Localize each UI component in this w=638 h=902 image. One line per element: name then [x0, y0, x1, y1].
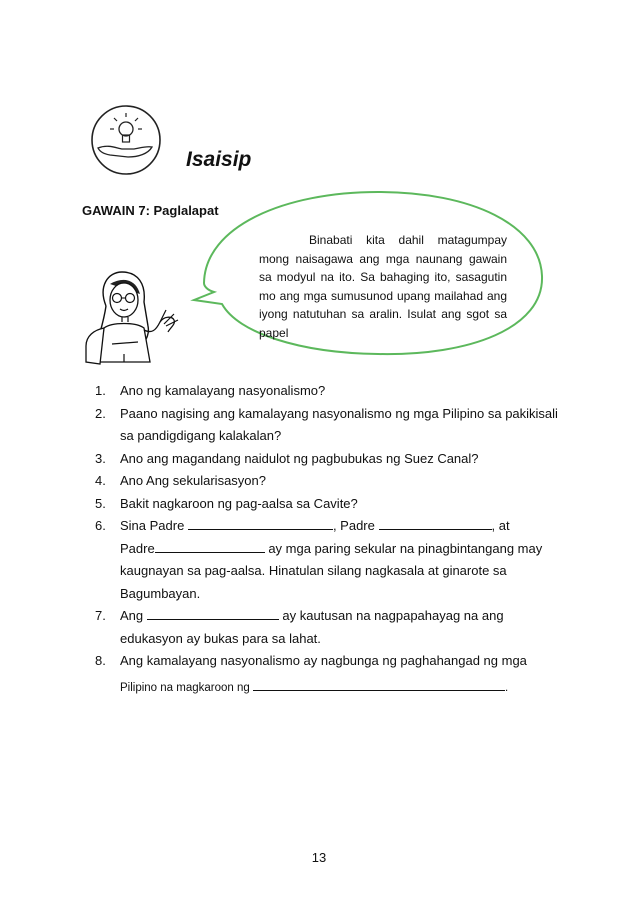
- section-title: Isaisip: [186, 148, 252, 171]
- question-5: 5. Bakit nagkaroon ng pag-aalsa sa Cavite?: [95, 495, 358, 511]
- answer-blank[interactable]: [188, 517, 333, 530]
- question-4: 4. Ano Ang sekularisasyon?: [95, 473, 266, 488]
- teacher-illustration: [84, 266, 184, 374]
- question-7: 7. Ang ay kautusan na nagpapahayag na ang edukasyon ay bukas para sa lahat.: [95, 608, 504, 646]
- bubble-text: Binabati kita dahil matagumpay mong naisagawa ang mga naunang gawain sa modyul na ito. Sa bahaging ito, sasagutin mo ang mga sumusunod upang mailahad ang iyong natutuhan sa aralin. Isulat ang sgot sa papel: [259, 233, 507, 340]
- answer-blank[interactable]: [147, 607, 279, 620]
- question-3: 3. Ano ang magandang naidulot ng pagbubukas ng Suez Canal?: [95, 450, 479, 466]
- page-number: 13: [311, 850, 327, 865]
- question-8: 8. Ang kamalayang nasyonalismo ay nagbunga ng paghahangad ng mga Pilipino na magkaroon ng .: [95, 653, 527, 694]
- question-1: 1. Ano ng kamalayang nasyonalismo?: [95, 383, 326, 398]
- question-list: [95, 380, 575, 699]
- question-2: 2. Paano nagising ang kamalayang nasyonalismo ng mga Pilipino sa pakikisali sa pandigdigang kalakalan?: [95, 405, 558, 443]
- answer-blank[interactable]: [155, 540, 265, 553]
- answer-blank[interactable]: [253, 678, 505, 691]
- activity-title: GAWAIN 7: Paglalapat: [82, 203, 219, 218]
- question-6: 6. Sina Padre , Padre , at Padre ay mga paring sekular na pinagbintangang may kaugnayan sa pag-aalsa. Hinatulan silang nagkasala at ginarote sa Bagumbayan.: [95, 518, 543, 601]
- answer-blank[interactable]: [379, 517, 492, 530]
